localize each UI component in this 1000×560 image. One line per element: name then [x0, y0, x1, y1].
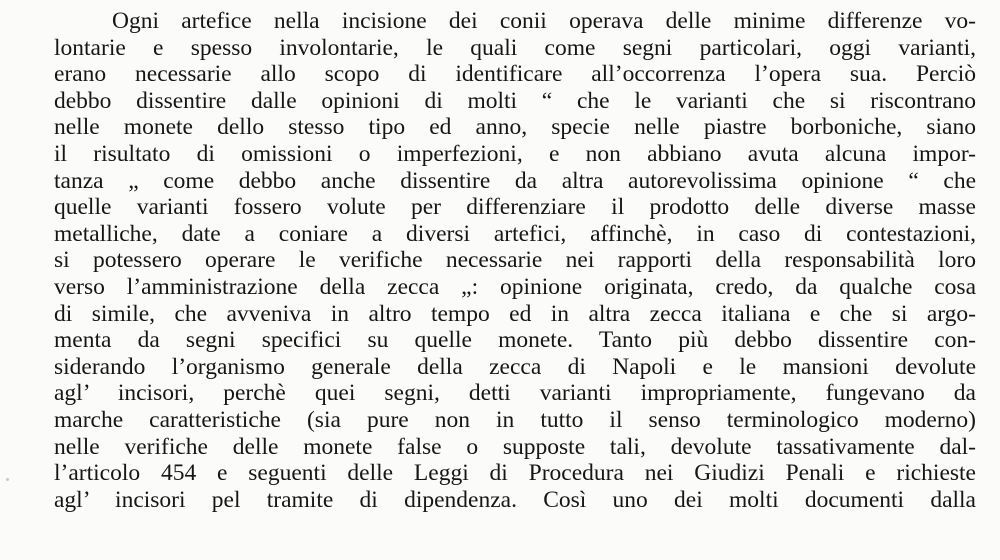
body-paragraph: [54, 8, 976, 513]
text-line: agl’ incisori, perchè quei segni, detti varianti impropriamente, fungevano da: [54, 380, 976, 407]
text-line: agl’ incisori pel tramite di dipendenza. Così uno dei molti documenti dalla: [54, 486, 976, 513]
text-line: siderando l’organismo generale della zecca di Napoli e le mansioni devolute: [54, 353, 976, 380]
text-line: verso l’amministrazione della zecca „: opinione originata, credo, da qualche cosa: [54, 273, 976, 300]
text-line: nelle monete dello stesso tipo ed anno, specie nelle piastre borboniche, siano: [54, 114, 976, 141]
text-line: metalliche, date a coniare a diversi artefici, affinchè, in caso di contestazioni,: [54, 220, 976, 247]
text-line: nelle verifiche delle monete false o supposte tali, devolute tassativamente dal-: [54, 433, 976, 460]
text-line: il risultato di omissioni o imperfezioni, e non abbiano avuta alcuna impor-: [54, 140, 976, 167]
text-line: quelle varianti fossero volute per differenziare il prodotto delle diverse masse: [54, 194, 976, 221]
scan-speck: [6, 478, 9, 481]
text-line: lontarie e spesso involontarie, le quali come segni particolari, oggi varianti,: [54, 34, 976, 61]
text-line: l’articolo 454 e seguenti delle Leggi di Procedura nei Giudizi Penali e richieste: [54, 460, 976, 487]
text-line: si potessero operare le verifiche necessarie nei rapporti della responsabilità loro: [54, 247, 976, 274]
text-line: debbo dissentire dalle opinioni di molti “ che le varianti che si riscontrano: [54, 87, 976, 114]
text-line: erano necessarie allo scopo di identificare all’occorrenza l’opera sua. Perciò: [54, 61, 976, 88]
text-line: menta da segni specifici su quelle monete. Tanto più debbo dissentire con-: [54, 327, 976, 354]
text-line: di simile, che avveniva in altro tempo ed in altra zecca italiana e che si argo-: [54, 300, 976, 327]
text-line: Ogni artefice nella incisione dei conii operava delle minime differenze vo-: [112, 8, 976, 34]
text-line: marche caratteristiche (sia pure non in tutto il senso terminologico moderno): [54, 406, 976, 433]
text-line: tanza „ come debbo anche dissentire da altra autorevolissima opinione “ che: [54, 167, 976, 194]
